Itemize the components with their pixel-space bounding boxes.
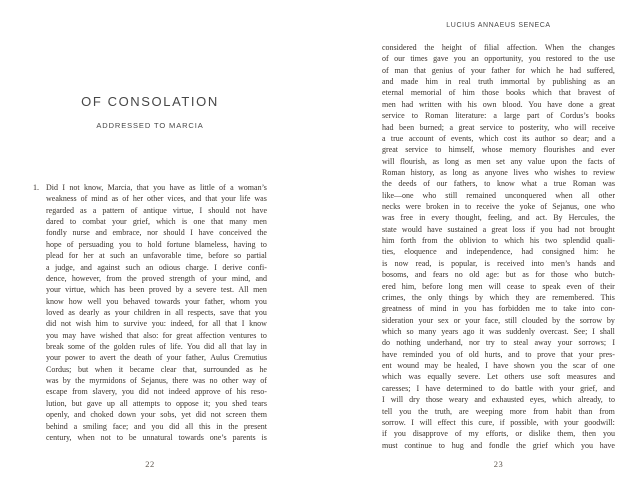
body-line: state would have sustained a great loss if you had not brought [382,224,615,234]
body-line: escape from slavery, you did not indeed approve of his reso- [46,387,267,397]
body-line: Roman history, as long as anyone lives who wishes to review [382,167,615,177]
paragraph-number: 1. [33,183,39,192]
body-line: him forth from the oblivion to which his two splendid quali- [382,236,615,246]
body-line: is now read, is popular, is received into men’s hands and [382,258,615,268]
body-line: greatness of mind in you has forbidden me to take into con- [382,304,615,314]
body-line: a true account of events, which cost its author so dear; and a [382,133,615,143]
page-number-right: 23 [493,459,504,469]
body-line: hope of persuading you to hold fortune blameless, having to [46,239,267,249]
body-line: regarded as a pattern of antique virtue, I should not have [46,205,267,215]
body-line: which was equally severe. Let others use soft measures and [382,372,615,382]
body-line: will flourish, as long as men set any value upon the facts of [382,156,615,166]
right-page-body [382,42,615,451]
page-number-left: 22 [145,459,155,469]
right-page [382,0,615,487]
running-header: LUCIUS ANNAEUS SENECA [446,22,551,29]
body-line: sideration your sex or your face, still clouded by the sorrow by [382,315,615,325]
left-page [33,0,267,487]
body-line: your power to avert the death of your father, Aulus Cremutius [46,353,267,363]
body-line: considered the height of filial affection. When the changes [382,43,615,52]
body-line: ties, eloquence and independence, had consigned him: he [382,247,615,257]
body-line: weakness of mind as of her other vices, and that your life was [46,194,267,204]
body-line: of our times gave you an opportunity, you restored to the use [382,54,615,64]
body-line: sorrow. I will effect this cure, if possible, with your goodwill: [382,417,615,427]
body-line: was by the myrmidons of Sejanus, there was no other way of [46,376,267,386]
body-line: dence, however, from the proved strength of your mind, and [46,273,267,283]
body-line: your virtue, which has been proved by a severe test. All men [46,285,267,295]
body-line: do nothing underhand, nor try to steal away your sorrows; I [382,338,615,348]
body-line: tell you the truth, are weeping more from habit than from [382,406,615,416]
body-line: men had written with his own blood. You have done a great [382,99,615,109]
body-line: openly, and choked down your sobs, yet did not screen them [46,410,267,420]
body-line: crimes, the only things by which they are remembered. This [382,292,615,302]
body-line: ered him, before long men will cease to speak even of their [382,281,615,291]
body-line: service to Roman literature: a large part of Cordus’s books [382,111,615,121]
body-line: great service to himself, whose memory flourishes and ever [382,145,615,155]
body-line: must continue to hug and fondle the grief which you have [382,440,615,450]
body-line: necks were broken in to receive the yoke of Sejanus, one who [382,202,615,212]
body-line: break some of the golden rules of life. You did all that lay in [46,342,267,352]
body-line: and made him in real truth immortal by publishing as an [382,77,615,87]
chapter-title: OF CONSOLATION [81,94,219,109]
body-line: the deeds of our fathers, to know what a true Roman was [382,179,615,189]
body-line: which so many years ago it was suddenly overcast. See; I shall [382,326,615,336]
body-line: you may have wished that also: for great affection ventures to [46,330,267,340]
body-line: Cordus; but when it became clear that, surrounded as he [46,364,267,374]
body-line: fondly nurse and embrace, nor should I have conceived the [46,228,267,238]
body-line: like—one who still remained unconquered when all other [382,190,615,200]
body-line: did not wish him to survive you: indeed, for all that I know [46,319,267,329]
body-line: had been burned; a great service to posterity, who will receive [382,122,615,132]
body-line: eternal memorial of him those books which that bravest of [382,88,615,98]
body-line: dared to combat your grief, which is one that many men [46,217,267,227]
body-line: lution, but gave up all attempts to oppose it; you shed tears [46,398,267,408]
body-line: know how well you behaved towards your father, whom you [46,296,267,306]
body-line: I will dry those weary and exhausted eyes, which already, to [382,395,615,405]
body-line: a judge, and against such an odious charge. I derive confi- [46,262,267,272]
body-line: behind a smiling face; and you did all this in the present [46,421,267,431]
body-line: of man that genius of your father for which he had suffered, [382,65,615,75]
body-line: caresses; I have determined to do battle with your grief, and [382,383,615,393]
body-line: century, when not to be unnatural towards one’s parents is [46,432,267,442]
body-line: was free in every thought, feeling, and act. By Hercules, the [382,213,615,223]
chapter-subtitle: ADDRESSED TO MARCIA [96,121,204,130]
left-page-body [46,182,267,443]
body-line: loved as dearly as your children in all respects, save that you [46,307,267,317]
body-line: if you disapprove of my efforts, or dislike them, then you [382,429,615,439]
body-line: bosoms, and fears no old age: but as for those who butch- [382,270,615,280]
body-line: Did I not know, Marcia, that you have as little of a woman’s [46,183,267,192]
body-line: ent wound may be healed, I have shown you the scar of one [382,361,615,371]
body-line: plead for her at such an unfavorable time, before so partial [46,251,267,261]
body-line: have reminded you of old hurts, and to prove that your pres- [382,349,615,359]
